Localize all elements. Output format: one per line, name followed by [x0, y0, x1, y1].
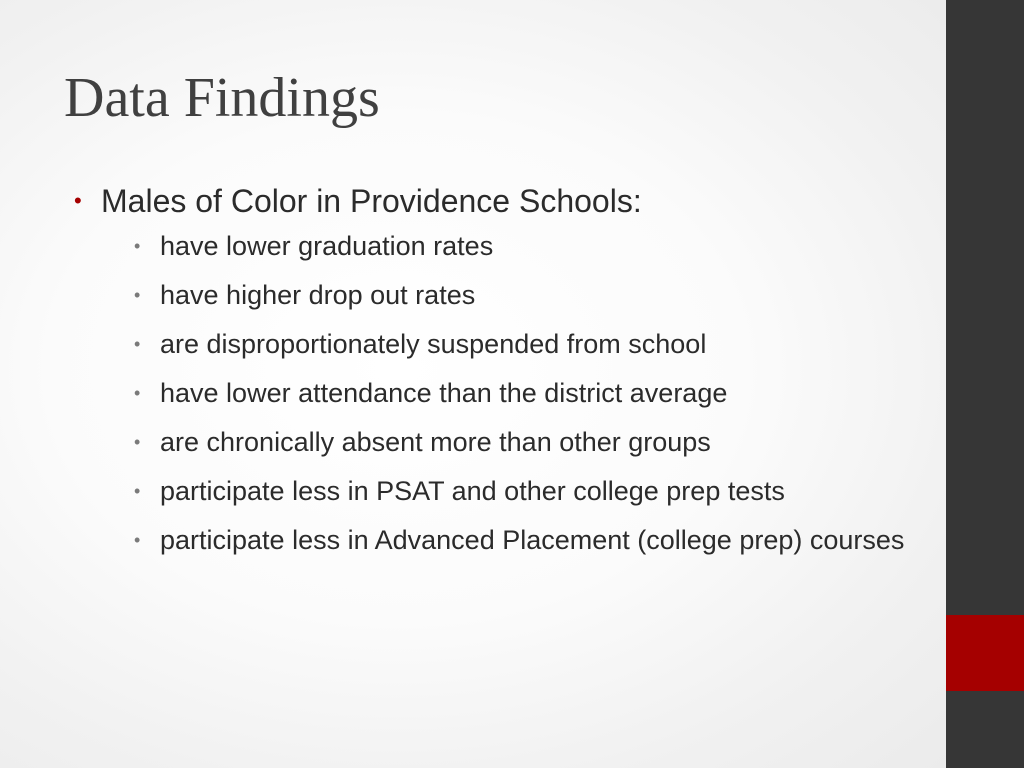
sub-bullet-item: [128, 422, 914, 462]
sub-bullet-item: [128, 520, 914, 560]
sub-bullet-icon: •: [134, 334, 141, 354]
sub-bullet-text: are chronically absent more than other groups: [160, 427, 711, 457]
sub-bullet-text: are disproportionately suspended from school: [160, 329, 707, 359]
accent-block: [946, 615, 1024, 691]
sub-bullet-item: [128, 373, 914, 413]
bullet-list: [74, 178, 914, 569]
sub-bullet-icon: •: [134, 383, 141, 403]
bullet-icon: •: [74, 188, 82, 213]
sub-bullet-icon: •: [134, 236, 141, 256]
sub-bullet-text: participate less in Advanced Placement (college prep) courses: [160, 525, 905, 555]
sub-bullet-text: participate less in PSAT and other college prep tests: [160, 476, 785, 506]
sub-bullet-item: [128, 226, 914, 266]
sub-bullet-list: [101, 226, 914, 560]
sub-bullet-text: have lower graduation rates: [160, 231, 494, 261]
slide-title: Data Findings: [64, 67, 380, 129]
sub-bullet-icon: •: [134, 285, 141, 305]
sub-bullet-icon: •: [134, 481, 141, 501]
sub-bullet-icon: •: [134, 432, 141, 452]
sub-bullet-item: [128, 324, 914, 364]
sub-bullet-text: have higher drop out rates: [160, 280, 476, 310]
sub-bullet-icon: •: [134, 530, 141, 550]
sidebar-decoration: [946, 0, 1024, 768]
main-bullet-text: Males of Color in Providence Schools:: [101, 183, 642, 219]
sub-bullet-item: [128, 471, 914, 511]
main-bullet-item: [74, 178, 914, 560]
sub-bullet-text: have lower attendance than the district average: [160, 378, 728, 408]
sub-bullet-item: [128, 275, 914, 315]
